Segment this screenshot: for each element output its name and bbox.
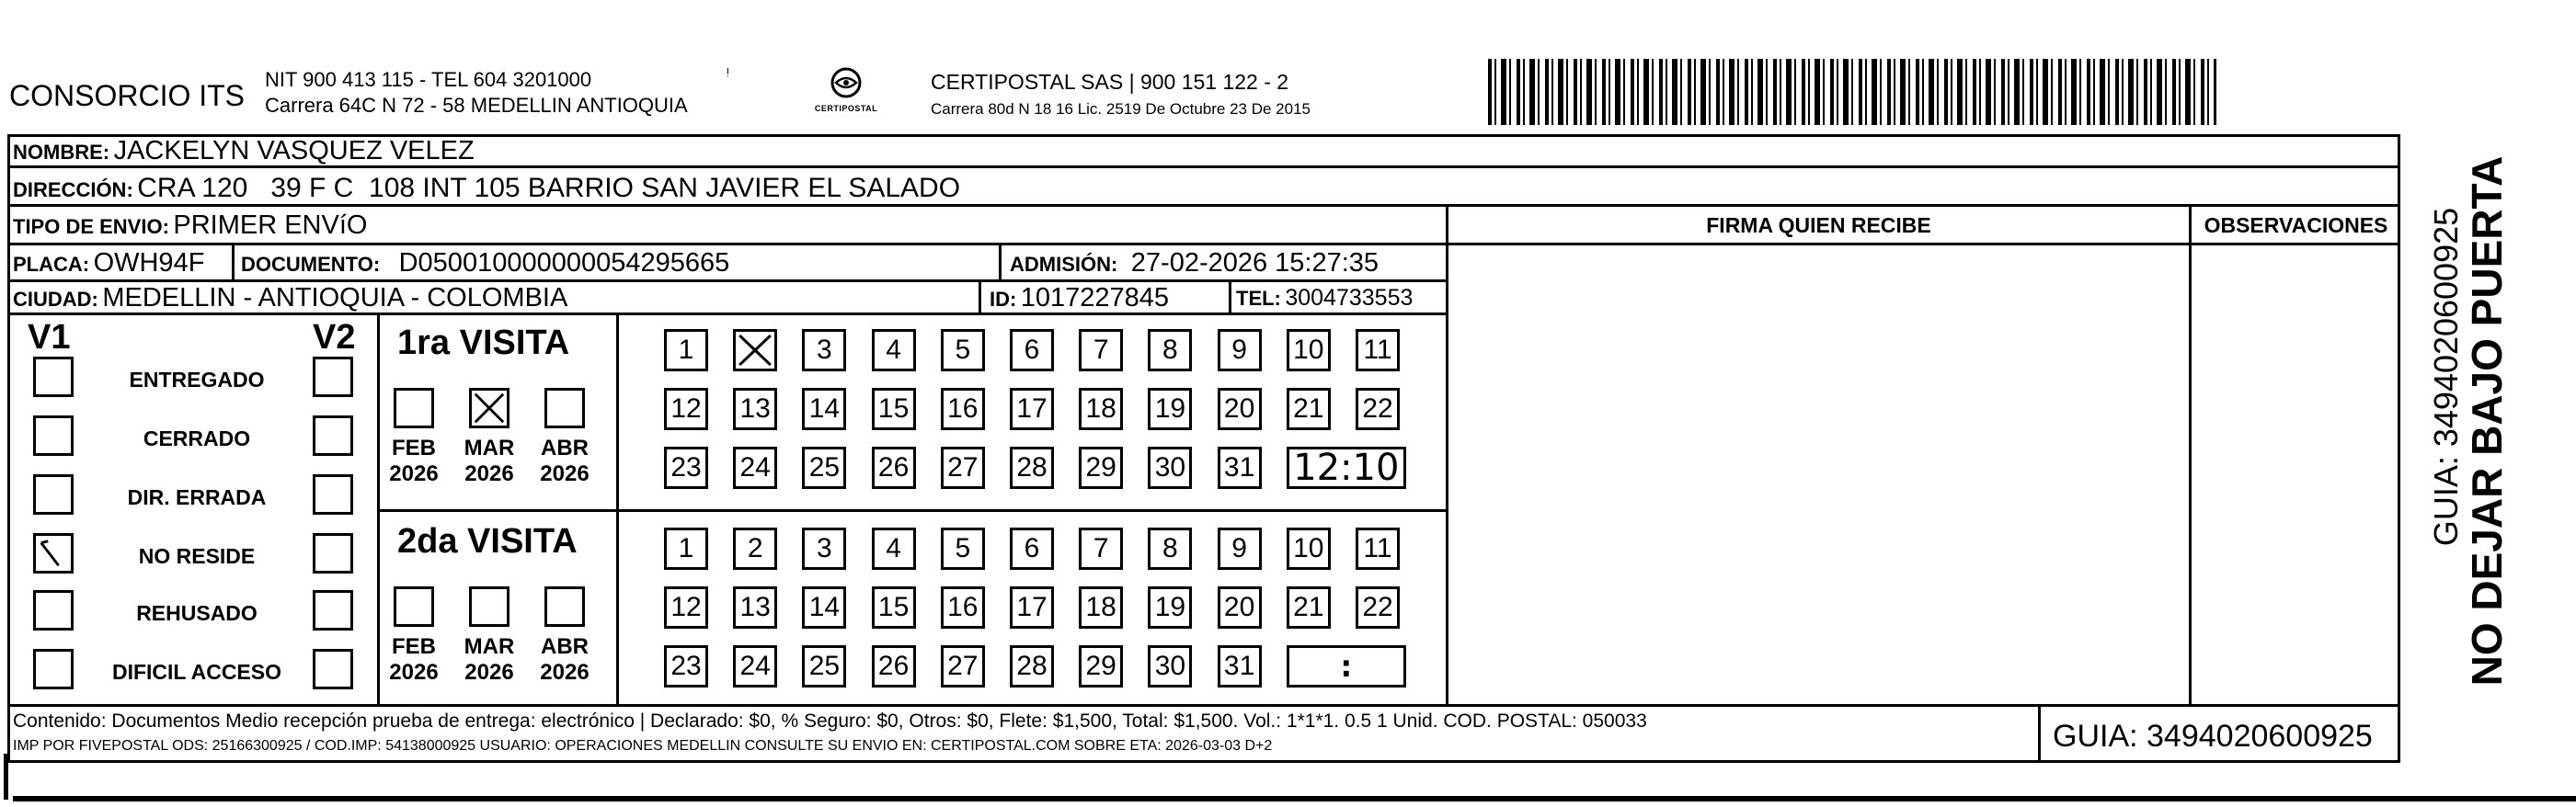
visit-title: 2da VISITA [397,522,578,561]
row-line [7,313,1448,315]
observaciones-header: OBSERVACIONES [2204,213,2388,237]
v2-checkbox[interactable] [313,649,353,689]
page-left-edge [4,754,8,800]
documento-value: D050010000000054295665 [398,248,730,278]
day-box[interactable]: 29 [1079,447,1123,489]
courier-address: Carrera 80d N 18 16 Lic. 2519 De Octubre 23 De 2015 [931,100,1311,118]
day-box[interactable]: 6 [1010,528,1054,570]
v2-checkbox[interactable] [313,474,353,515]
month-name: ABR [541,436,589,460]
day-box[interactable]: 6 [1010,329,1054,371]
month-label [457,436,521,486]
v2-checkbox[interactable] [313,357,353,397]
day-box[interactable]: 19 [1148,388,1192,430]
day-box[interactable]: 2 [733,528,777,570]
ciudad-label: CIUDAD: [13,288,98,311]
visit-divider [377,509,1448,512]
month-label [382,436,446,486]
v1-checkbox[interactable] [33,649,74,689]
v2-checkbox[interactable] [313,415,353,456]
day-box[interactable]: 22 [1356,388,1400,430]
day-box[interactable]: 11 [1356,329,1400,371]
col-line [232,243,235,281]
v1-checkbox[interactable] [33,474,74,515]
month-name: FEB [392,634,436,659]
visit-title: 1ra VISITA [397,324,570,362]
status-label: CERRADO [143,426,251,450]
month-label [457,634,521,685]
barcode [1488,59,2216,125]
row-line [1448,243,2400,245]
signature-area[interactable] [1449,246,2188,703]
month-year: 2026 [464,659,514,685]
row-line [7,165,2400,168]
day-box[interactable]: 23 [664,447,708,489]
time-box[interactable]: 12:10 [1287,447,1406,489]
month-label [382,634,446,685]
day-box[interactable]: 22 [1356,586,1400,629]
day-box[interactable]: 3 [802,329,846,371]
status-label: ENTREGADO [129,368,265,392]
day-box[interactable]: 14 [802,586,846,629]
month-year: 2026 [540,460,590,486]
footer-contenido: Contenido: Documentos Medio recepción prueba de entrega: electrónico | Declarado: $0, % Seguro: $0, Otros: $0, Flete: $1,500, Total: $1,500. Vol.: 1*1*1. 0.5 1 Unid. COD. POSTAL: 050033 [13,710,1647,732]
documento-label: DOCUMENTO: [241,253,381,276]
day-box[interactable]: 20 [1218,586,1262,629]
col-line [1446,204,1448,706]
company-name: CONSORCIO ITS [9,79,246,112]
col-line [999,243,1002,281]
day-box[interactable]: 13 [733,586,777,629]
logo-icon [828,66,864,99]
day-box[interactable]: 5 [941,528,985,570]
row-line [7,204,2400,207]
footer-imp: IMP POR FIVEPOSTAL ODS: 25166300925 / COD.IMP: 54138000925 USUARIO: OPERACIONES MEDELLIN CONSULTE SU ENVIO EN: CERTIPOSTAL.COM SOBRE ETA: 2026-03-03 D+2 [13,738,1273,754]
direccion-label: DIRECCIÓN: [13,178,133,201]
certipostal-logo [809,66,883,121]
tipo-row [13,212,367,239]
tel-label: TEL: [1236,287,1281,310]
col-line [1229,279,1231,314]
day-box[interactable]: 8 [1148,528,1192,570]
v2-header: V2 [313,318,356,357]
row-line [7,704,2400,707]
time-box[interactable]: : [1287,645,1406,688]
company-nit: NIT 900 413 115 - TEL 604 3201000 [265,68,592,91]
month-year: 2026 [389,460,439,486]
admision-cell [1010,250,1379,277]
month-name: MAR [464,634,515,659]
ciudad-value: MEDELLIN - ANTIOQUIA - COLOMBIA [102,283,568,313]
nombre-label: NOMBRE: [13,141,110,164]
logo-text: CERTIPOSTAL [814,104,878,113]
day-box[interactable]: 5 [941,329,985,371]
admision-label: ADMISIÓN: [1010,253,1118,276]
day-box[interactable]: 4 [872,329,916,371]
id-cell [990,285,1169,312]
status-label: DIFICIL ACCESO [111,660,281,684]
day-box[interactable]: 24 [733,645,777,688]
day-box[interactable]: 8 [1148,329,1192,371]
day-box[interactable]: 12 [664,388,708,430]
v2-checkbox[interactable] [313,533,353,574]
nombre-value: JACKELYN VASQUEZ VELEZ [113,136,475,165]
month-year: 2026 [389,659,439,685]
nombre-row [13,138,475,165]
month-checkbox[interactable] [469,586,509,627]
day-box[interactable]: 13 [733,388,777,430]
day-box[interactable]: 27 [941,645,985,688]
scribble-mark: ᵎ [727,63,729,82]
day-box[interactable]: 30 [1148,645,1192,688]
col-line [979,279,981,314]
v1-checkbox[interactable] [33,357,74,397]
firma-header: FIRMA QUIEN RECIBE [1706,213,1931,237]
month-label [532,436,597,486]
month-checkbox[interactable] [394,388,434,428]
day-box[interactable]: 24 [733,447,777,489]
day-box[interactable]: 9 [1218,329,1262,371]
day-box[interactable]: 21 [1287,586,1331,629]
day-box[interactable]: 27 [941,447,985,489]
v1-checkbox[interactable] [33,533,74,574]
v1-header: V1 [28,318,71,357]
day-box[interactable]: 16 [941,586,985,629]
direccion-row [13,175,960,202]
day-box[interactable]: 1 [664,528,708,570]
v2-checkbox[interactable] [313,590,353,631]
day-box[interactable]: 1 [664,329,708,371]
documento-cell [241,250,729,277]
page-bottom-edge [13,796,2576,801]
admision-value: 27-02-2026 15:27:35 [1130,248,1380,278]
month-name: FEB [392,436,436,460]
day-box[interactable]: 12 [664,586,708,629]
courier-name: CERTIPOSTAL SAS | 900 151 122 - 2 [931,70,1289,94]
row-line [7,279,1448,282]
day-box[interactable]: 18 [1079,388,1123,430]
month-checkbox[interactable] [544,388,585,428]
id-value: 1017227845 [1020,283,1170,313]
month-name: ABR [541,634,589,659]
observaciones-area[interactable] [2192,246,2399,703]
day-box[interactable]: 20 [1218,388,1262,430]
month-year: 2026 [540,659,590,685]
month-checkbox[interactable] [394,586,434,627]
month-checkbox[interactable] [544,586,585,627]
status-label: NO RESIDE [138,544,256,568]
month-name: MAR [464,436,515,460]
day-box[interactable]: 7 [1079,528,1123,570]
day-box[interactable]: 29 [1079,645,1123,688]
day-box[interactable]: 17 [1010,586,1054,629]
tel-cell [1236,287,1413,310]
day-box[interactable]: 15 [872,586,916,629]
day-box[interactable]: 31 [1218,447,1262,489]
day-box[interactable]: 4 [872,528,916,570]
day-box[interactable]: 17 [1010,388,1054,430]
side-guia: GUIA: 3494020600925 [2427,207,2465,547]
col-line [2038,704,2041,763]
day-box[interactable]: 7 [1079,329,1123,371]
month-label [532,634,597,685]
col-line [2189,204,2192,706]
direccion-value: CRA 120 39 F C 108 INT 105 BARRIO SAN JAVIER EL SALADO [137,173,961,203]
day-box[interactable]: 23 [664,645,708,688]
status-label: REHUSADO [136,601,258,625]
day-box[interactable]: 10 [1287,528,1331,570]
day-box[interactable]: 14 [802,388,846,430]
day-box[interactable]: 3 [802,528,846,570]
status-label: DIR. ERRADA [127,485,267,509]
placa-label: PLACA: [13,253,90,276]
placa-value: OWH94F [93,248,205,278]
day-box[interactable]: 25 [802,645,846,688]
day-box[interactable]: 31 [1218,645,1262,688]
day-box[interactable]: 18 [1079,586,1123,629]
v1-checkbox[interactable] [33,415,74,456]
id-label: ID: [990,288,1017,311]
company-address: Carrera 64C N 72 - 58 MEDELLIN ANTIOQUIA [265,94,688,117]
v1-checkbox[interactable] [33,590,74,631]
row-line [7,243,1448,245]
day-box[interactable] [733,329,777,371]
day-box[interactable]: 26 [872,645,916,688]
day-box[interactable]: 28 [1010,447,1054,489]
month-year: 2026 [464,460,514,486]
day-box[interactable]: 15 [872,388,916,430]
ciudad-cell [13,285,567,312]
tipo-label: TIPO DE ENVIO: [13,215,169,238]
day-box[interactable]: 28 [1010,645,1054,688]
placa-cell [13,250,204,277]
day-box[interactable]: 11 [1356,528,1400,570]
day-box[interactable]: 30 [1148,447,1192,489]
tipo-value: PRIMER ENVíO [173,210,368,240]
side-warning: NO DEJAR BAJO PUERTA [2463,155,2511,687]
day-box[interactable]: 25 [802,447,846,489]
day-box[interactable]: 10 [1287,329,1331,371]
day-box[interactable]: 19 [1148,586,1192,629]
day-box[interactable]: 21 [1287,388,1331,430]
footer-guia: GUIA: 3494020600925 [2053,719,2373,754]
tel-value: 3004733553 [1285,285,1414,311]
day-box[interactable]: 16 [941,388,985,430]
day-box[interactable]: 9 [1218,528,1262,570]
month-checkbox[interactable] [469,388,509,428]
day-box[interactable]: 26 [872,447,916,489]
